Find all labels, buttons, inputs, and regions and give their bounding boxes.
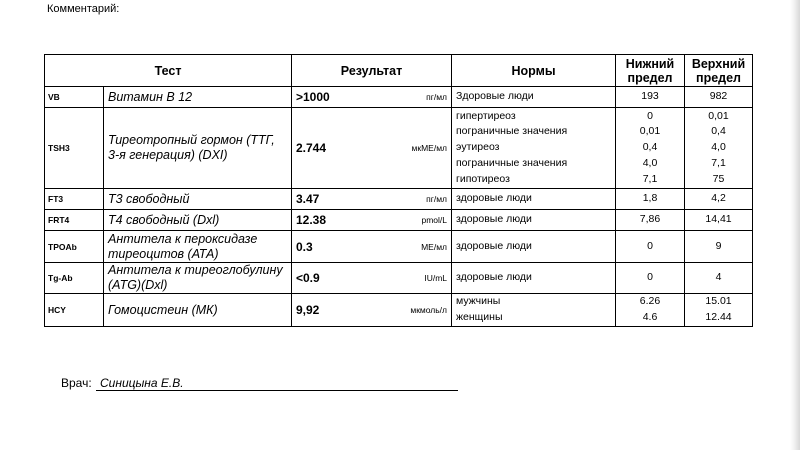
norm-upper: 75: [712, 172, 725, 185]
result-unit: мкМЕ/мл: [411, 143, 447, 153]
header-test: Тест: [45, 55, 292, 87]
header-upper-limit: Верхний предел: [685, 55, 753, 87]
norm-label: пограничные значения: [456, 125, 568, 138]
test-name: Антитела к пероксидазе тиреоцитов (АТА): [104, 231, 292, 263]
result-value: >1000: [296, 90, 330, 104]
norm-upper: 9: [685, 231, 753, 263]
norm-label: Здоровые люди: [452, 87, 616, 108]
result-value: 2.744: [296, 141, 327, 155]
test-code: VB: [45, 87, 104, 108]
result-cell: [292, 108, 452, 189]
norm-label: здоровые люди: [452, 231, 616, 263]
norm-labels-cell: [452, 108, 616, 189]
norm-upper: 4: [685, 263, 753, 294]
table-row: [45, 87, 753, 108]
table-header-row: [45, 55, 753, 87]
test-name: Т4 свободный (Dxl): [104, 210, 292, 231]
result-unit: IU/mL: [424, 273, 447, 283]
test-name: Антитела к тиреоглобулину (ATG)(Dxl): [104, 263, 292, 294]
norm-upper: 982: [685, 87, 753, 108]
norm-lower-cell: [616, 294, 685, 327]
test-code: TSH3: [45, 108, 104, 189]
norm-upper-cell: [685, 294, 753, 327]
norm-label: гипертиреоз: [456, 109, 516, 122]
header-norms: Нормы: [452, 55, 616, 87]
norm-label: гипотиреоз: [456, 172, 510, 185]
test-code: TPOAb: [45, 231, 104, 263]
table-row: [45, 210, 753, 231]
norm-label: здоровые люди: [452, 263, 616, 294]
comment-label: Комментарий:: [47, 3, 120, 15]
test-code: FRT4: [45, 210, 104, 231]
norm-upper: 4,0: [711, 141, 726, 154]
norm-lower: 0: [616, 263, 685, 294]
table-row: [45, 108, 753, 189]
norm-upper: 0,4: [711, 125, 726, 138]
norm-lower: 0: [616, 231, 685, 263]
test-code: Tg-Ab: [45, 263, 104, 294]
result-unit: пг/мл: [426, 92, 447, 102]
results-table: [44, 54, 753, 327]
header-result: Результат: [292, 55, 452, 87]
norm-label: здоровые люди: [452, 210, 616, 231]
norm-upper: 0,01: [708, 109, 729, 122]
norm-label: здоровые люди: [452, 189, 616, 210]
result-value: 9,92: [296, 303, 320, 317]
test-name: Т3 свободный: [104, 189, 292, 210]
norm-lower: 4.6: [642, 311, 658, 323]
norm-lower: 4,0: [642, 156, 658, 169]
header-lower-limit: Нижний предел: [616, 55, 685, 87]
table-row: [45, 189, 753, 210]
norm-upper: 7,1: [711, 156, 726, 169]
norm-lower-cell: [616, 108, 685, 189]
result-cell: [292, 189, 452, 210]
result-unit: pmol/L: [421, 215, 447, 225]
result-value: 0.3: [296, 239, 313, 254]
test-name: Тиреотропный гормон (ТТГ, 3-я генерация) (DXI): [104, 108, 292, 189]
result-cell: [292, 87, 452, 108]
norm-upper-cell: [685, 108, 753, 189]
norm-lower: 7,86: [616, 210, 685, 231]
norm-upper: 15.01: [705, 295, 732, 308]
norm-label: мужчины: [456, 295, 501, 308]
page-edge-shadow: [790, 0, 800, 450]
result-cell: [292, 210, 452, 231]
result-unit: мкмоль/л: [410, 305, 447, 315]
result-cell: [292, 231, 452, 263]
result-cell: [292, 294, 452, 327]
result-value: <0.9: [296, 271, 320, 285]
norm-upper: 14,41: [685, 210, 753, 231]
norm-lower: 0: [647, 109, 653, 122]
doctor-name: Синицына Е.В.: [96, 376, 458, 391]
norm-lower: 7,1: [642, 172, 658, 185]
norm-lower: 0,4: [642, 141, 658, 154]
test-name: Витамин В 12: [104, 87, 292, 108]
norm-label: эутиреоз: [456, 141, 500, 154]
norm-lower: 6.26: [639, 295, 661, 308]
result-unit: пг/мл: [426, 194, 447, 204]
norm-lower: 193: [616, 87, 685, 108]
norm-lower: 0,01: [639, 125, 661, 138]
table-row: [45, 294, 753, 327]
result-cell: [292, 263, 452, 294]
test-code: FT3: [45, 189, 104, 210]
norm-label: женщины: [456, 311, 503, 323]
table-row: [45, 231, 753, 263]
norm-lower: 1,8: [616, 189, 685, 210]
norm-upper: 12.44: [705, 311, 732, 323]
test-code: HCY: [45, 294, 104, 327]
result-value: 12.38: [296, 213, 327, 227]
doctor-label: Врач:: [61, 376, 92, 390]
result-unit: МЕ/мл: [421, 241, 447, 252]
result-value: 3.47: [296, 192, 320, 206]
table-row: [45, 263, 753, 294]
norm-labels-cell: [452, 294, 616, 327]
norm-label: пограничные значения: [456, 156, 568, 169]
norm-upper: 4,2: [685, 189, 753, 210]
test-name: Гомоцистеин (МК): [104, 294, 292, 327]
